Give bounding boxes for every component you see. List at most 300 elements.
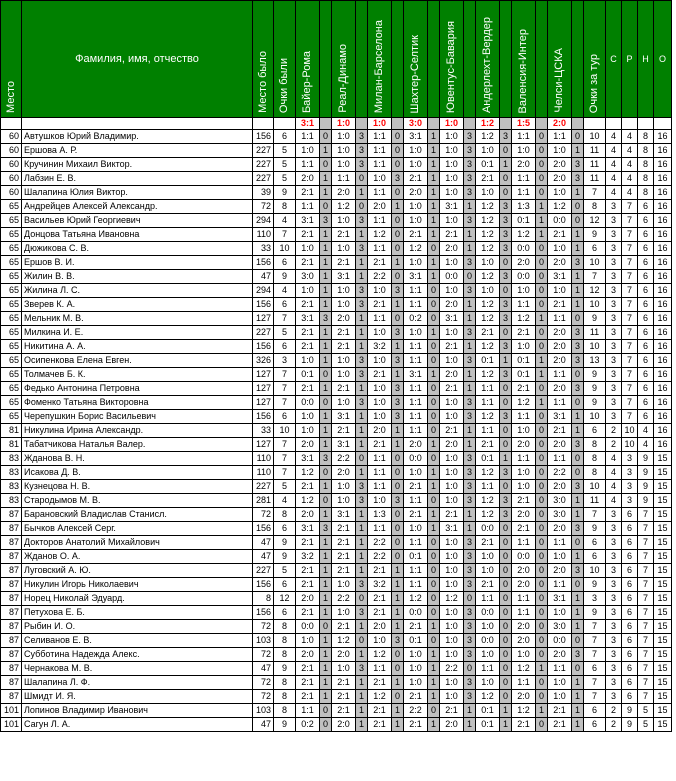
prediction-points-cell: 0 bbox=[392, 522, 404, 536]
prediction-points-cell: 0 bbox=[536, 466, 548, 480]
table-row bbox=[1, 284, 672, 298]
prediction-points-cell: 3 bbox=[356, 606, 368, 620]
prediction-cell: 1:1 bbox=[296, 200, 320, 214]
prediction-cell: 0:0 bbox=[296, 396, 320, 410]
o-cell: 16 bbox=[654, 242, 672, 256]
prediction-cell: 2:1 bbox=[440, 508, 464, 522]
place-cell: 87 bbox=[1, 550, 22, 564]
s-cell: 2 bbox=[606, 718, 622, 732]
r-cell: 9 bbox=[622, 718, 638, 732]
prediction-points-cell: 0 bbox=[392, 466, 404, 480]
prediction-cell: 1:0 bbox=[440, 648, 464, 662]
prediction-cell: 3:1 bbox=[440, 200, 464, 214]
prediction-points-cell: 1 bbox=[356, 382, 368, 396]
prediction-points-cell: 0 bbox=[428, 606, 440, 620]
prediction-points-cell: 0 bbox=[392, 452, 404, 466]
r-cell: 6 bbox=[622, 690, 638, 704]
prediction-points-cell: 0 bbox=[536, 382, 548, 396]
prediction-points-cell: 0 bbox=[392, 662, 404, 676]
r-cell: 6 bbox=[622, 536, 638, 550]
header-match-6: Андерлехт-Вердер bbox=[476, 1, 500, 118]
header-blank bbox=[392, 1, 404, 118]
prev-place-cell: 47 bbox=[253, 536, 274, 550]
prev-points-cell: 7 bbox=[274, 396, 296, 410]
r-cell: 6 bbox=[622, 550, 638, 564]
prediction-points-cell: 3 bbox=[464, 130, 476, 144]
prediction-points-cell: 3 bbox=[320, 214, 332, 228]
prediction-cell: 1:0 bbox=[440, 466, 464, 480]
prediction-cell: 1:1 bbox=[404, 564, 428, 578]
round-points-cell: 9 bbox=[584, 396, 606, 410]
prediction-points-cell: 0 bbox=[356, 200, 368, 214]
prediction-points-cell: 0 bbox=[536, 620, 548, 634]
name-cell: Шалапина Юлия Виктор. bbox=[22, 186, 253, 200]
prediction-cell: 1:3 bbox=[368, 508, 392, 522]
s-cell: 3 bbox=[606, 284, 622, 298]
prediction-cell: 1:0 bbox=[404, 326, 428, 340]
prediction-points-cell: 0 bbox=[464, 592, 476, 606]
prediction-cell: 1:0 bbox=[404, 200, 428, 214]
s-cell: 3 bbox=[606, 536, 622, 550]
prediction-cell: 1:0 bbox=[512, 648, 536, 662]
prediction-points-cell: 1 bbox=[464, 718, 476, 732]
prediction-cell: 1:0 bbox=[296, 634, 320, 648]
prev-place-cell: 156 bbox=[253, 130, 274, 144]
table-row bbox=[1, 368, 672, 382]
prediction-cell: 3:0 bbox=[548, 494, 572, 508]
header-match-2: Реал-Динамо bbox=[332, 1, 356, 118]
prediction-cell: 2:2 bbox=[368, 536, 392, 550]
name-cell: Стародымов М. В. bbox=[22, 494, 253, 508]
prediction-cell: 1:1 bbox=[368, 480, 392, 494]
prev-place-cell: 227 bbox=[253, 326, 274, 340]
r-cell: 7 bbox=[622, 382, 638, 396]
prediction-cell: 2:1 bbox=[332, 690, 356, 704]
n-cell: 9 bbox=[638, 480, 654, 494]
prediction-cell: 2:1 bbox=[404, 228, 428, 242]
prediction-cell: 1:2 bbox=[332, 634, 356, 648]
prediction-cell: 2:1 bbox=[368, 438, 392, 452]
prediction-cell: 3:1 bbox=[332, 270, 356, 284]
prediction-points-cell: 1 bbox=[392, 298, 404, 312]
prediction-cell: 2:1 bbox=[368, 606, 392, 620]
o-cell: 16 bbox=[654, 284, 672, 298]
prediction-cell: 1:1 bbox=[512, 186, 536, 200]
prediction-cell: 1:0 bbox=[440, 550, 464, 564]
place-cell: 65 bbox=[1, 200, 22, 214]
header-blank bbox=[428, 1, 440, 118]
n-cell: 8 bbox=[638, 186, 654, 200]
prediction-cell: 1:0 bbox=[476, 284, 500, 298]
prediction-points-cell: 1 bbox=[428, 158, 440, 172]
o-cell: 15 bbox=[654, 718, 672, 732]
prediction-cell: 2:1 bbox=[332, 564, 356, 578]
name-cell: Табатчикова Наталья Валер. bbox=[22, 438, 253, 452]
prev-points-cell: 4 bbox=[274, 284, 296, 298]
prediction-points-cell: 0 bbox=[572, 536, 584, 550]
r-cell: 4 bbox=[622, 144, 638, 158]
prediction-points-cell: 0 bbox=[500, 438, 512, 452]
n-cell: 7 bbox=[638, 620, 654, 634]
prediction-points-cell: 1 bbox=[572, 704, 584, 718]
prediction-cell: 1:2 bbox=[296, 494, 320, 508]
prediction-points-cell: 1 bbox=[356, 326, 368, 340]
prediction-cell: 2:0 bbox=[548, 382, 572, 396]
prediction-cell: 1:1 bbox=[512, 606, 536, 620]
prediction-cell: 1:0 bbox=[440, 172, 464, 186]
prediction-cell: 1:0 bbox=[440, 144, 464, 158]
s-cell: 3 bbox=[606, 354, 622, 368]
o-cell: 16 bbox=[654, 214, 672, 228]
prediction-points-cell: 1 bbox=[428, 438, 440, 452]
header-match-3: Милан-Барселона bbox=[368, 1, 392, 118]
prediction-points-cell: 0 bbox=[320, 718, 332, 732]
prediction-points-cell: 1 bbox=[428, 172, 440, 186]
table-row bbox=[1, 298, 672, 312]
prediction-cell: 2:2 bbox=[548, 466, 572, 480]
name-cell: Шмидт И. Я. bbox=[22, 690, 253, 704]
prediction-cell: 2:1 bbox=[296, 536, 320, 550]
prev-points-cell: 8 bbox=[274, 648, 296, 662]
prediction-points-cell: 1 bbox=[392, 718, 404, 732]
prediction-cell: 1:0 bbox=[368, 634, 392, 648]
prediction-cell: 1:0 bbox=[548, 606, 572, 620]
prediction-cell: 2:1 bbox=[548, 298, 572, 312]
r-cell: 7 bbox=[622, 326, 638, 340]
table-row bbox=[1, 270, 672, 284]
prediction-cell: 1:0 bbox=[368, 172, 392, 186]
s-cell: 3 bbox=[606, 242, 622, 256]
prediction-points-cell: 1 bbox=[320, 172, 332, 186]
table-row bbox=[1, 494, 672, 508]
prediction-cell: 1:0 bbox=[440, 480, 464, 494]
prediction-points-cell: 3 bbox=[464, 284, 476, 298]
prediction-points-cell: 1 bbox=[572, 270, 584, 284]
s-cell: 3 bbox=[606, 396, 622, 410]
n-cell: 6 bbox=[638, 200, 654, 214]
prediction-points-cell: 1 bbox=[428, 130, 440, 144]
prediction-cell: 1:2 bbox=[476, 368, 500, 382]
round-points-cell: 6 bbox=[584, 718, 606, 732]
place-cell: 83 bbox=[1, 452, 22, 466]
table-row bbox=[1, 690, 672, 704]
prev-place-cell: 156 bbox=[253, 410, 274, 424]
prediction-cell: 2:0 bbox=[440, 368, 464, 382]
round-points-cell: 8 bbox=[584, 200, 606, 214]
prediction-points-cell: 3 bbox=[572, 256, 584, 270]
s-cell: 3 bbox=[606, 620, 622, 634]
prediction-cell: 0:2 bbox=[296, 718, 320, 732]
prev-place-cell: 156 bbox=[253, 298, 274, 312]
prediction-cell: 1:2 bbox=[440, 592, 464, 606]
table-row bbox=[1, 256, 672, 270]
prev-points-cell: 7 bbox=[274, 382, 296, 396]
prev-place-cell: 72 bbox=[253, 648, 274, 662]
prediction-cell: 1:1 bbox=[476, 424, 500, 438]
table-row bbox=[1, 312, 672, 326]
name-cell: Жилин В. В. bbox=[22, 270, 253, 284]
prediction-cell: 0:1 bbox=[512, 214, 536, 228]
r-cell: 6 bbox=[622, 620, 638, 634]
prev-points-cell: 6 bbox=[274, 522, 296, 536]
prediction-points-cell: 3 bbox=[572, 172, 584, 186]
prediction-points-cell: 1 bbox=[356, 340, 368, 354]
prediction-cell: 3:1 bbox=[440, 312, 464, 326]
prediction-cell: 2:1 bbox=[332, 550, 356, 564]
prediction-cell: 2:1 bbox=[548, 704, 572, 718]
r-cell: 7 bbox=[622, 354, 638, 368]
prediction-points-cell: 3 bbox=[500, 312, 512, 326]
prediction-points-cell: 1 bbox=[536, 214, 548, 228]
prediction-points-cell: 1 bbox=[320, 382, 332, 396]
prediction-cell: 1:1 bbox=[404, 578, 428, 592]
prediction-cell: 2:1 bbox=[404, 718, 428, 732]
table-row bbox=[1, 144, 672, 158]
prediction-points-cell: 3 bbox=[572, 340, 584, 354]
prediction-cell: 2:1 bbox=[368, 676, 392, 690]
prediction-cell: 2:1 bbox=[404, 480, 428, 494]
prediction-cell: 1:1 bbox=[548, 536, 572, 550]
prev-place-cell: 72 bbox=[253, 676, 274, 690]
prediction-cell: 1:1 bbox=[368, 466, 392, 480]
prediction-points-cell: 3 bbox=[392, 410, 404, 424]
prediction-points-cell: 1 bbox=[464, 200, 476, 214]
table-row bbox=[1, 704, 672, 718]
prediction-points-cell: 3 bbox=[464, 620, 476, 634]
prediction-cell: 1:0 bbox=[332, 578, 356, 592]
prev-points-cell: 6 bbox=[274, 606, 296, 620]
prev-place-cell: 156 bbox=[253, 340, 274, 354]
prev-place-cell: 227 bbox=[253, 172, 274, 186]
prediction-cell: 1:1 bbox=[368, 214, 392, 228]
prediction-cell: 1:0 bbox=[440, 396, 464, 410]
prediction-cell: 1:1 bbox=[512, 172, 536, 186]
prediction-cell: 2:1 bbox=[296, 228, 320, 242]
name-cell: Субботина Надежда Алекс. bbox=[22, 648, 253, 662]
results-empty bbox=[584, 118, 606, 130]
prediction-cell: 1:0 bbox=[476, 186, 500, 200]
o-cell: 16 bbox=[654, 312, 672, 326]
table-row bbox=[1, 508, 672, 522]
prediction-points-cell: 1 bbox=[392, 704, 404, 718]
prev-place-cell: 156 bbox=[253, 256, 274, 270]
prediction-cell: 1:0 bbox=[548, 144, 572, 158]
prediction-cell: 1:1 bbox=[476, 480, 500, 494]
prediction-cell: 1:0 bbox=[548, 284, 572, 298]
prediction-points-cell: 3 bbox=[356, 130, 368, 144]
prediction-points-cell: 0 bbox=[392, 270, 404, 284]
prediction-cell: 2:1 bbox=[476, 326, 500, 340]
name-cell: Никулин Игорь Николаевич bbox=[22, 578, 253, 592]
prediction-points-cell: 1 bbox=[320, 228, 332, 242]
r-cell: 7 bbox=[622, 410, 638, 424]
o-cell: 15 bbox=[654, 536, 672, 550]
prediction-cell: 1:0 bbox=[404, 522, 428, 536]
prediction-cell: 1:2 bbox=[368, 690, 392, 704]
prediction-cell: 2:1 bbox=[512, 494, 536, 508]
prev-points-cell: 10 bbox=[274, 424, 296, 438]
prediction-points-cell: 1 bbox=[392, 676, 404, 690]
prediction-cell: 1:2 bbox=[476, 508, 500, 522]
prediction-points-cell: 1 bbox=[572, 620, 584, 634]
prediction-cell: 1:1 bbox=[296, 130, 320, 144]
n-cell: 5 bbox=[638, 704, 654, 718]
table-row bbox=[1, 326, 672, 340]
prediction-points-cell: 1 bbox=[572, 508, 584, 522]
prediction-points-cell: 3 bbox=[464, 158, 476, 172]
prediction-points-cell: 0 bbox=[536, 718, 548, 732]
result-gap bbox=[428, 118, 440, 130]
s-cell: 3 bbox=[606, 326, 622, 340]
prev-place-cell: 33 bbox=[253, 242, 274, 256]
s-cell: 3 bbox=[606, 522, 622, 536]
prediction-points-cell: 3 bbox=[464, 480, 476, 494]
prediction-cell: 3:1 bbox=[296, 452, 320, 466]
round-points-cell: 10 bbox=[584, 564, 606, 578]
prediction-points-cell: 1 bbox=[320, 186, 332, 200]
s-cell: 4 bbox=[606, 494, 622, 508]
prediction-points-cell: 1 bbox=[356, 410, 368, 424]
prediction-points-cell: 1 bbox=[320, 634, 332, 648]
prediction-points-cell: 0 bbox=[500, 424, 512, 438]
prediction-cell: 2:0 bbox=[332, 312, 356, 326]
prediction-points-cell: 1 bbox=[428, 228, 440, 242]
prediction-points-cell: 3 bbox=[464, 578, 476, 592]
prediction-points-cell: 3 bbox=[500, 368, 512, 382]
n-cell: 6 bbox=[638, 242, 654, 256]
prediction-points-cell: 0 bbox=[572, 312, 584, 326]
prediction-cell: 2:1 bbox=[332, 382, 356, 396]
round-points-cell: 10 bbox=[584, 256, 606, 270]
o-cell: 15 bbox=[654, 648, 672, 662]
prediction-cell: 2:0 bbox=[548, 256, 572, 270]
prediction-cell: 2:1 bbox=[440, 704, 464, 718]
round-points-cell: 11 bbox=[584, 494, 606, 508]
prediction-cell: 1:0 bbox=[296, 284, 320, 298]
header-blank bbox=[500, 1, 512, 118]
prev-points-cell: 5 bbox=[274, 144, 296, 158]
n-cell: 6 bbox=[638, 410, 654, 424]
prediction-points-cell: 1 bbox=[356, 620, 368, 634]
prediction-cell: 1:0 bbox=[548, 186, 572, 200]
s-cell: 3 bbox=[606, 200, 622, 214]
prediction-points-cell: 3 bbox=[356, 298, 368, 312]
n-cell: 6 bbox=[638, 270, 654, 284]
prediction-cell: 2:1 bbox=[476, 172, 500, 186]
prediction-cell: 1:1 bbox=[404, 410, 428, 424]
name-cell: Луговский А. Ю. bbox=[22, 564, 253, 578]
prev-place-cell: 110 bbox=[253, 228, 274, 242]
s-cell: 4 bbox=[606, 144, 622, 158]
prediction-points-cell: 1 bbox=[572, 494, 584, 508]
prev-points-cell: 5 bbox=[274, 326, 296, 340]
prediction-cell: 1:1 bbox=[476, 382, 500, 396]
prediction-points-cell: 0 bbox=[500, 606, 512, 620]
prediction-points-cell: 0 bbox=[536, 424, 548, 438]
prediction-cell: 1:0 bbox=[440, 690, 464, 704]
prediction-cell: 2:2 bbox=[332, 592, 356, 606]
round-points-cell: 10 bbox=[584, 130, 606, 144]
prediction-cell: 0:0 bbox=[404, 452, 428, 466]
prediction-cell: 1:0 bbox=[476, 256, 500, 270]
s-cell: 3 bbox=[606, 368, 622, 382]
prediction-cell: 2:1 bbox=[296, 662, 320, 676]
prev-points-cell: 7 bbox=[274, 228, 296, 242]
prediction-points-cell: 0 bbox=[500, 648, 512, 662]
round-points-cell: 7 bbox=[584, 634, 606, 648]
o-cell: 16 bbox=[654, 256, 672, 270]
place-cell: 87 bbox=[1, 536, 22, 550]
place-cell: 87 bbox=[1, 592, 22, 606]
result-score: 1:2 bbox=[476, 118, 500, 130]
prediction-points-cell: 1 bbox=[320, 606, 332, 620]
prediction-points-cell: 0 bbox=[536, 284, 548, 298]
n-cell: 8 bbox=[638, 130, 654, 144]
prediction-points-cell: 0 bbox=[320, 396, 332, 410]
prediction-points-cell: 3 bbox=[356, 578, 368, 592]
prediction-points-cell: 0 bbox=[536, 452, 548, 466]
prediction-cell: 2:0 bbox=[548, 158, 572, 172]
prediction-points-cell: 1 bbox=[320, 564, 332, 578]
table-row bbox=[1, 634, 672, 648]
results-empty bbox=[253, 118, 274, 130]
place-cell: 65 bbox=[1, 354, 22, 368]
prediction-cell: 1:2 bbox=[476, 690, 500, 704]
prediction-points-cell: 3 bbox=[464, 606, 476, 620]
round-points-cell: 9 bbox=[584, 228, 606, 242]
prediction-points-cell: 3 bbox=[464, 466, 476, 480]
prediction-cell: 1:0 bbox=[368, 354, 392, 368]
prediction-points-cell: 3 bbox=[500, 130, 512, 144]
place-cell: 87 bbox=[1, 578, 22, 592]
prediction-cell: 1:2 bbox=[332, 200, 356, 214]
prev-points-cell: 6 bbox=[274, 578, 296, 592]
prediction-cell: 1:2 bbox=[296, 466, 320, 480]
r-cell: 4 bbox=[622, 130, 638, 144]
prediction-points-cell: 0 bbox=[500, 676, 512, 690]
name-cell: Федько Антонина Петровна bbox=[22, 382, 253, 396]
prediction-points-cell: 0 bbox=[428, 312, 440, 326]
name-cell: Фоменко Татьяна Викторовна bbox=[22, 396, 253, 410]
prediction-cell: 2:0 bbox=[332, 466, 356, 480]
n-cell: 4 bbox=[638, 424, 654, 438]
round-points-cell: 6 bbox=[584, 704, 606, 718]
o-cell: 15 bbox=[654, 704, 672, 718]
s-cell: 3 bbox=[606, 592, 622, 606]
name-cell: Сагун Л. А. bbox=[22, 718, 253, 732]
prediction-cell: 1:0 bbox=[440, 256, 464, 270]
s-cell: 3 bbox=[606, 550, 622, 564]
prediction-cell: 2:0 bbox=[548, 480, 572, 494]
prediction-points-cell: 0 bbox=[392, 690, 404, 704]
prediction-cell: 1:0 bbox=[476, 648, 500, 662]
prediction-points-cell: 1 bbox=[356, 718, 368, 732]
prev-points-cell: 8 bbox=[274, 634, 296, 648]
prediction-points-cell: 1 bbox=[356, 536, 368, 550]
prediction-cell: 0:0 bbox=[476, 606, 500, 620]
place-cell: 81 bbox=[1, 424, 22, 438]
prev-place-cell: 110 bbox=[253, 466, 274, 480]
result-gap bbox=[320, 118, 332, 130]
place-cell: 87 bbox=[1, 620, 22, 634]
n-cell: 7 bbox=[638, 690, 654, 704]
prediction-cell: 2:2 bbox=[404, 704, 428, 718]
place-cell: 83 bbox=[1, 480, 22, 494]
prediction-points-cell: 0 bbox=[356, 634, 368, 648]
prediction-cell: 2:1 bbox=[296, 256, 320, 270]
prev-place-cell: 227 bbox=[253, 564, 274, 578]
place-cell: 60 bbox=[1, 130, 22, 144]
